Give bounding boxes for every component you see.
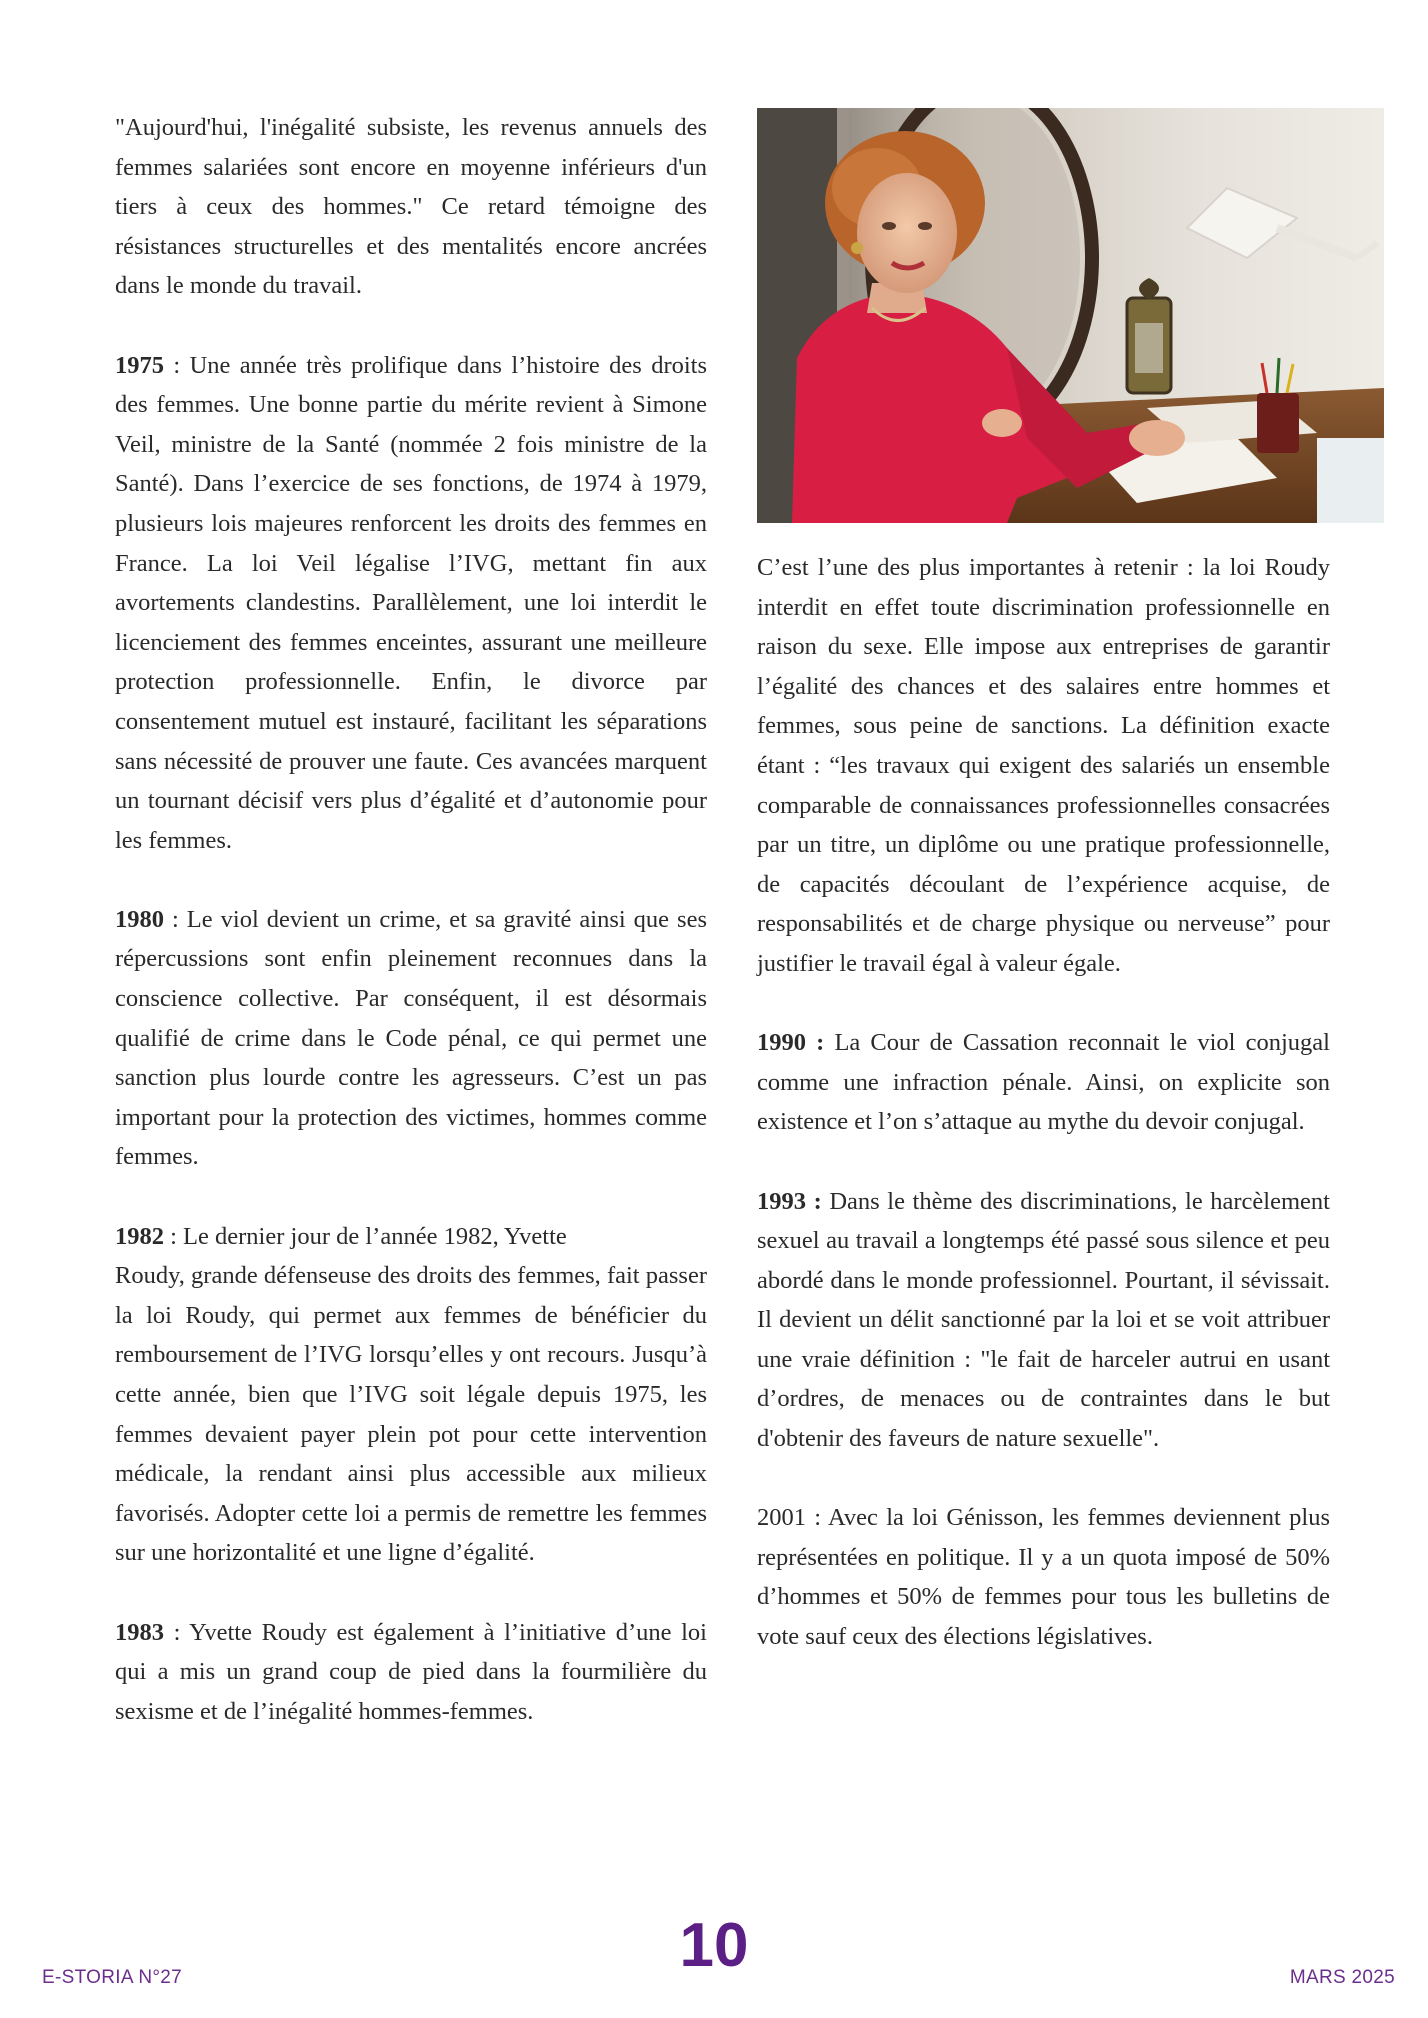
year-label: 1990 :	[757, 1029, 825, 1057]
paragraph-text: : Une année très prolifique dans l’histoire des droits des femmes. Une bonne partie du mérite revient à Simone Veil, ministre de la Santé (nommée 2 fois ministre de la Santé). Dans l’exercice de ses fonctions, de 1974 à 1979, plusieurs lois majeures renforcent les droits des femmes en France. La loi Veil légalise l’IVG, mettant fin aux avortements clandestins. Parallèlement, une loi interdit le licenciement des femmes enceintes, assurant une meilleure protection professionnelle. Enfin, le divorce par consentement mutuel est instauré, facilitant les séparations sans nécessité de prouver une faute. Ces avancées marquent un tournant décisif vers plus d’égalité et d’autonomie pour les femmes.	[115, 351, 707, 854]
paragraph-text: : Le dernier jour de l’année 1982, Yvette	[164, 1222, 567, 1250]
paragraph-text: : Yvette Roudy est également à l’initiative d’une loi qui a mis un grand coup de pied dans la fourmilière du sexisme et de l’inégalité hommes-femmes.	[115, 1618, 707, 1725]
paragraph-text: : Le viol devient un crime, et sa gravité ainsi que ses répercussions sont enfin pleinement reconnues dans la conscience collective. Par conséquent, il est désormais qualifié de crime dans le Code pénal, ce qui permet une sanction plus lourde contre les agresseurs. C’est un pas important pour la protection des victimes, hommes comme femmes.	[115, 905, 707, 1171]
paragraph-1983	[115, 1613, 707, 1732]
paragraph-1980	[115, 900, 707, 1177]
paragraph-1993	[757, 1182, 1330, 1459]
paragraph-2001: 2001 : Avec la loi Génisson, les femmes deviennent plus représentées en politique. Il y a un quota imposé de 50% d’hommes et 50% de femmes pour tous les bulletins de vote sauf ceux des élections législatives.	[757, 1504, 1330, 1651]
paragraph-text: Dans le thème des discriminations, le harcèlement sexuel au travail a longtemps été passé sous silence et peu abordé dans le monde professionnel. Pourtant, il sévissait. Il devient un délit sanctionné par la loi et se voit attribuer une vraie définition : "le fait de harceler autrui en usant d’ordres, de menaces ou de contraintes dans le but d'obtenir des faveurs de nature sexuelle".	[757, 1187, 1330, 1453]
intro-quote-paragraph: "Aujourd'hui, l'inégalité subsiste, les revenus annuels des femmes salariées sont encore en moyenne inférieurs d'un tiers à ceux des hommes." Ce retard témoigne des résistances structurelles et des mentalités encore ancrées dans le monde du travail.	[115, 114, 707, 300]
page-number: 10	[679, 1911, 749, 1980]
paragraph-1982	[115, 1217, 707, 1573]
year-label: 1975	[115, 351, 164, 379]
year-label: 1980	[115, 905, 164, 933]
year-label: 1983	[115, 1618, 164, 1646]
paragraph-1990	[757, 1023, 1330, 1142]
magazine-issue-label: E-STORIA N°27	[42, 1967, 182, 1988]
paragraph-text: La Cour de Cassation reconnait le viol conjugal comme une infraction pénale. Ainsi, on explicite son existence et l’on s’attaque au mythe du devoir conjugal.	[757, 1029, 1330, 1136]
portrait-photo-illustration	[757, 108, 1384, 523]
portrait-photo	[757, 108, 1384, 523]
left-column	[115, 108, 707, 1771]
year-label: 1993 :	[757, 1187, 822, 1215]
issue-date-label: MARS 2025	[1289, 1967, 1395, 1988]
roudy-law-paragraph: C’est l’une des plus importantes à retenir : la loi Roudy interdit en effet toute discrimination professionnelle en raison du sexe. Elle impose aux entreprises de garantir l’égalité des chances et des salaires entre hommes et femmes, sous peine de sanctions. La définition exacte étant : “les travaux qui exigent des salariés un ensemble comparable de connaissances professionnelles consacrées par un titre, un diplôme ou une pratique professionnelle, de capacités découlant de l’expérience acquise, de responsabilités et de charge physique ou nerveuse” pour justifier le travail égal à valeur égale.	[757, 554, 1330, 977]
year-label: 1982	[115, 1222, 164, 1250]
right-column	[757, 548, 1330, 1696]
paragraph-1975	[115, 346, 707, 861]
paragraph-text-continued: Roudy, grande défenseuse des droits des femmes, fait passer la loi Roudy, qui permet aux femmes de bénéficier du remboursement de l’IVG lorsqu’elles y ont recours. Jusqu’à cette année, bien que l’IVG soit légale depuis 1975, les femmes devaient payer plein pot pour cette intervention médicale, la rendant ainsi plus accessible aux milieux favorisés. Adopter cette loi a permis de remettre les femmes sur une horizontalité et une ligne d’égalité.	[115, 1262, 707, 1567]
